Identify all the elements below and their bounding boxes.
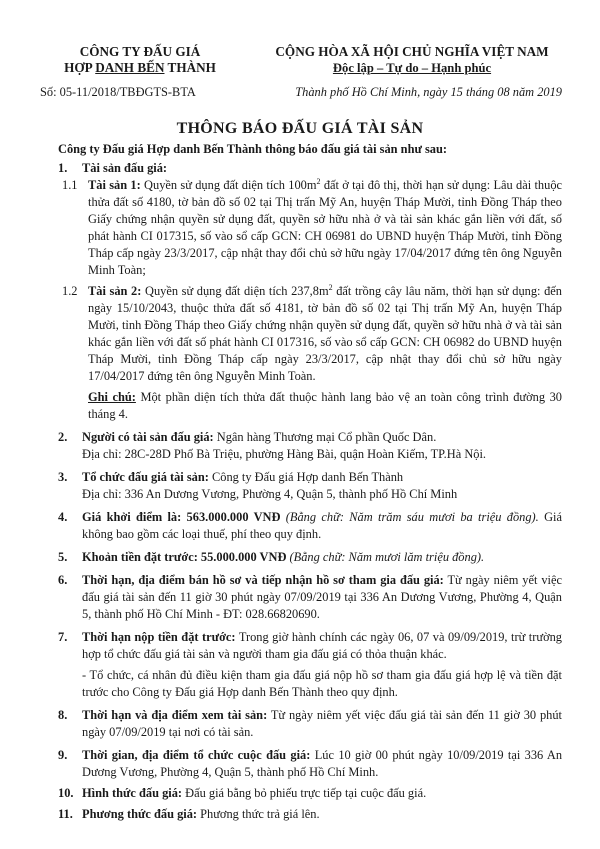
- asset-2-number: 1.2: [62, 284, 78, 298]
- section-2-heading: Người có tài sản đấu giá:: [82, 430, 214, 444]
- section-11: [58, 806, 562, 823]
- asset-2-text-a: Quyền sử dụng đất diện tích 237,8m: [141, 284, 329, 298]
- section-11-number: 11.: [58, 807, 73, 821]
- section-9-heading: Thời gian, địa điểm tổ chức cuộc đấu giá:: [82, 748, 311, 762]
- company-name-prefix: HỢP: [64, 60, 96, 75]
- national-motto: [262, 60, 562, 76]
- section-6-heading: Thời hạn, địa điểm bán hồ sơ và tiếp nhận hồ sơ tham gia đấu giá:: [82, 573, 444, 587]
- company-name-line2: [40, 60, 240, 76]
- note-text: Một phần diện tích thửa đất thuộc hành lang bảo vệ an toàn công trình đường 30 tháng 4.: [88, 390, 562, 421]
- republic-name: CỘNG HÒA XÃ HỘI CHỦ NGHĨA VIỆT NAM: [275, 44, 549, 59]
- section-2-address: Địa chỉ: 28C-28D Phố Bà Triệu, phường Hàng Bài, quận Hoàn Kiếm, TP.Hà Nội.: [82, 447, 487, 461]
- section-4-heading: Giá khởi điểm là: 563.000.000 VNĐ: [82, 510, 281, 524]
- asset-2-sup: 2: [328, 282, 333, 292]
- asset-1-sup: 2: [316, 176, 321, 186]
- section-1-note: [58, 389, 562, 423]
- section-10-number: 10.: [58, 786, 74, 800]
- section-5-heading: Khoản tiền đặt trước: 55.000.000 VNĐ: [82, 550, 287, 564]
- section-5-italic: (Bằng chữ: Năm mươi lăm triệu đồng).: [286, 550, 485, 564]
- section-9-text: Lúc 10 giờ 00 phút ngày 10/09/2019 tại 336 An Dương Vương, Phường 4, Quận 5, thành phố Hồ Chí Minh.: [82, 748, 563, 779]
- section-4-text: Giá không bao gồm các loại thuế, phí theo quy định.: [82, 510, 562, 541]
- intro-line: Công ty Đấu giá Hợp danh Bến Thành thông báo đấu giá tài sản như sau:: [58, 142, 448, 156]
- section-7-para2: - Tổ chức, cá nhân đủ điều kiện tham gia đấu giá nộp hồ sơ tham gia đấu giá hợp lệ và tiền đặt trước cho Công ty Đấu giá Hợp danh Bến Thành theo quy định.: [82, 668, 562, 699]
- company-name-underlined: DANH BẾN: [95, 60, 165, 75]
- section-7-number: 7.: [58, 630, 68, 644]
- asset-2-label: Tài sản 2:: [88, 284, 142, 298]
- section-1-heading: Tài sản đấu giá:: [82, 161, 168, 175]
- section-2: [58, 429, 562, 463]
- section-3-heading: Tổ chức đấu giá tài sản:: [82, 470, 209, 484]
- company-name-suffix: THÀNH: [164, 60, 216, 75]
- asset-1-text-b: đất ở tại đô thị, thời hạn sử dụng: Lâu dài thuộc thửa đất số 4180, tờ bản đồ số 02 tại Thị trấn Mỹ An, huyện Tháp Mười, tỉnh Đồng Tháp theo Giấy chứng nhận quyền sử dụng đất, quyền sở hữu nhà ở và tài sản khác gắn liền với đất, số phát hành CI 017315, số vào sổ cấp GCN: CH 06981 do UBND huyện Tháp Mười, tỉnh Đồng Tháp cấp ngày 23/3/2017, cập nhật thay đổi chủ sở hữu ngày 17/04/2017 đứng tên ông Nguyễn Minh Toàn;: [88, 178, 563, 277]
- section-6-number: 6.: [58, 573, 68, 587]
- section-11-text: Phương thức trả giá lên.: [197, 807, 320, 821]
- document-date: Thành phố Hồ Chí Minh, ngày 15 tháng 08 năm 2019: [295, 85, 562, 99]
- section-7-heading: Thời hạn nộp tiền đặt trước:: [82, 630, 236, 644]
- section-3-number: 3.: [58, 470, 68, 484]
- section-1-number: 1.: [58, 161, 68, 175]
- section-9: [58, 747, 562, 781]
- section-4: [58, 509, 562, 543]
- section-5: [58, 549, 562, 566]
- document-number: Số: 05-11/2018/TBĐGTS-BTA: [40, 85, 196, 99]
- section-1: [58, 160, 562, 177]
- section-11-heading: Phương thức đấu giá:: [82, 807, 198, 821]
- asset-1: [58, 177, 562, 279]
- section-9-number: 9.: [58, 748, 68, 762]
- section-6-text: Từ ngày niêm yết việc đấu giá tài sản đến 11 giờ 30 phút ngày 07/09/2019 tại 336 An Dương Vương, Phường 4, Quận 5, thành phố Hồ Chí Minh - ĐT: 028.66820690.: [82, 573, 562, 621]
- section-8-heading: Thời hạn và địa điểm xem tài sản:: [82, 708, 268, 722]
- section-4-italic: (Bằng chữ: Năm trăm sáu mươi ba triệu đồng).: [280, 510, 539, 524]
- section-8-number: 8.: [58, 708, 68, 722]
- notice-body: [58, 141, 562, 823]
- section-10: [58, 785, 562, 802]
- section-4-number: 4.: [58, 510, 68, 524]
- page-title: THÔNG BÁO ĐẤU GIÁ TÀI SẢN: [176, 120, 424, 137]
- republic-header: [262, 44, 562, 76]
- asset-1-number: 1.1: [62, 178, 78, 192]
- section-5-number: 5.: [58, 550, 68, 564]
- section-2-text: Ngân hàng Thương mại Cổ phần Quốc Dân.: [213, 430, 437, 444]
- asset-2: [58, 283, 562, 385]
- section-3-address: Địa chỉ: 336 An Dương Vương, Phường 4, Quận 5, thành phố Hồ Chí Minh: [82, 487, 458, 501]
- section-10-text: Đấu giá bằng bỏ phiếu trực tiếp tại cuộc đấu giá.: [182, 786, 427, 800]
- company-header: [40, 44, 240, 76]
- section-8-text: Từ ngày niêm yết việc đấu giá tài sản đến 11 giờ 30 phút ngày 07/09/2019 tại nơi có tài sản.: [82, 708, 562, 739]
- section-10-heading: Hình thức đấu giá:: [82, 786, 183, 800]
- section-7: [58, 629, 562, 701]
- section-3-text: Công ty Đấu giá Hợp danh Bến Thành: [208, 470, 404, 484]
- section-2-number: 2.: [58, 430, 68, 444]
- national-motto-text: Độc lập – Tự do – Hạnh phúc: [332, 61, 492, 75]
- asset-1-text-a: Quyền sử dụng đất diện tích 100m: [140, 178, 317, 192]
- note-label: Ghi chú:: [88, 390, 136, 404]
- section-6: [58, 572, 562, 623]
- section-8: [58, 707, 562, 741]
- asset-2-text-b: đất trồng cây lâu năm, thời hạn sử dụng: đến ngày 15/10/2043, thuộc thửa đất số 4181, tờ bản đồ số 02 tại Thị trấn Mỹ An, huyện Tháp Mười, tỉnh Đồng Tháp theo Giấy chứng nhận quyền sử dụng đất, quyền sở hữu nhà ở và tài sản khác gắn liền với đất số phát hành CI 017316, số vào sổ cấp GCN: CH 06982 do UBND huyện Tháp Mười, tỉnh Đồng Tháp cấp ngày 23/3/2017, cập nhật thay đổi chủ sở hữu ngày 17/04/2017 đứng tên ông Nguyễn Minh Toàn.: [88, 284, 562, 383]
- company-name-line1: CÔNG TY ĐẤU GIÁ: [79, 44, 201, 59]
- asset-1-label: Tài sản 1:: [88, 178, 141, 192]
- section-3: [58, 469, 562, 503]
- section-7-text: Trong giờ hành chính các ngày 06, 07 và 09/09/2019, trừ trường hợp tổ chức đấu giá tài sản và người tham gia đấu giá có thỏa thuận khác.: [82, 630, 563, 661]
